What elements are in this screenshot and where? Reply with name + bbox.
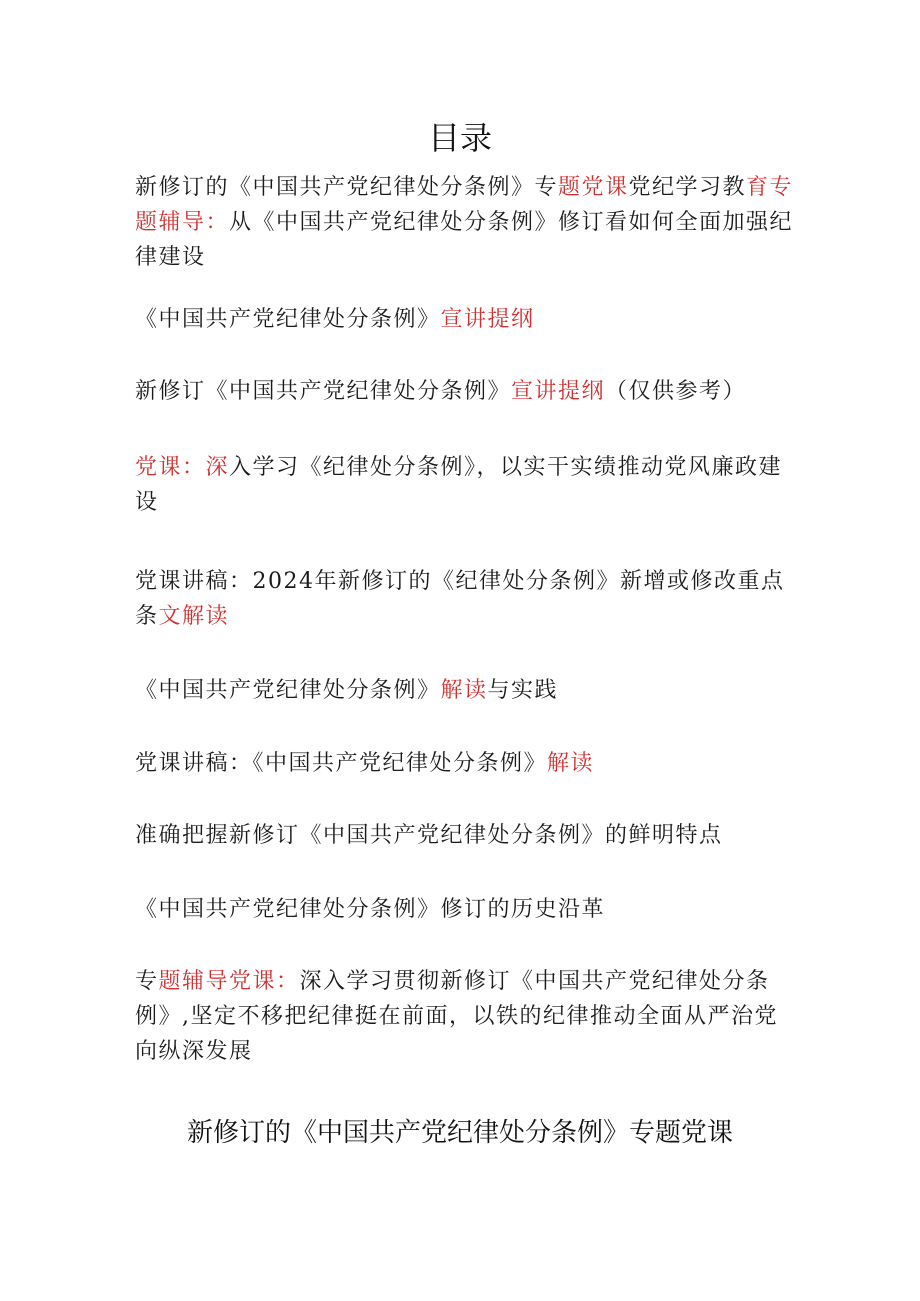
toc-entry-9[interactable] (135, 892, 795, 927)
toc-entry-5[interactable] (135, 564, 795, 634)
toc-entry-2[interactable] (135, 302, 795, 337)
entry-10-seg-1: 专 (135, 969, 159, 994)
entry-1-seg-3: 党纪学习教 (628, 175, 747, 200)
entry-6-seg-2: 解读 (440, 678, 488, 703)
toc-entry-1[interactable] (135, 170, 795, 275)
entry-10-seg-3: 深入学习贯彻新修订《中国共产党纪律处分条例》,坚定不移把纪律挺在前面，以铁的纪律推动全面从严治党向纵深发展 (135, 969, 778, 1064)
entry-1-seg-1: 新修订的《中国共产党纪律处分条例》专 (135, 175, 559, 200)
entry-6-seg-3: 与实践 (487, 678, 559, 703)
entry-5-seg-2: 文解读 (158, 604, 230, 629)
toc-entry-3[interactable] (135, 374, 795, 409)
entry-4-seg-1: 党课：深 (135, 455, 230, 480)
entry-1-seg-2: 题党课 (558, 175, 629, 200)
section-title: 新修订的《中国共产党纪律处分条例》专题党课 (186, 1118, 733, 1148)
entry-7-seg-2: 解读 (547, 751, 595, 776)
entry-8-seg-1: 准确把握新修订《中国共产党纪律处分条例》的鲜明特点 (135, 823, 723, 848)
toc-entry-4[interactable] (135, 450, 795, 520)
toc-entry-7[interactable] (135, 746, 795, 781)
entry-1-seg-5: 从《中国共产党纪律处分条例》修订看如何全面加强纪律建设 (135, 210, 794, 270)
entry-3-seg-2: 宣讲提纲 (511, 379, 606, 404)
entry-10-seg-2: 题辅导党课： (158, 969, 300, 994)
entry-9-seg-1: 《中国共产党纪律处分条例》修订的历史沿革 (135, 897, 606, 922)
entry-1-seg-4: 育专题辅导： (135, 175, 794, 235)
toc-entry-6[interactable] (135, 673, 795, 708)
toc-entry-10[interactable] (135, 964, 795, 1069)
toc-entry-8[interactable] (135, 818, 795, 853)
entry-3-seg-1: 新修订《中国共产党纪律处分条例》 (135, 379, 512, 404)
entry-2-seg-2: 宣讲提纲 (440, 307, 535, 332)
toc-title: 目录 (427, 119, 492, 157)
entry-7-seg-1: 党课讲稿：《中国共产党纪律处分条例》 (135, 751, 548, 776)
entry-3-seg-3: （仅供参考） (605, 379, 747, 404)
entry-5-seg-1: 党课讲稿：2024年新修订的《纪律处分条例》新增或修改重点条 (135, 569, 785, 629)
entry-4-seg-2: 入学习《纪律处分条例》，以实干实绩推动党风廉政建设 (135, 455, 783, 515)
entry-6-seg-1: 《中国共产党纪律处分条例》 (135, 678, 441, 703)
entry-2-seg-1: 《中国共产党纪律处分条例》 (135, 307, 441, 332)
